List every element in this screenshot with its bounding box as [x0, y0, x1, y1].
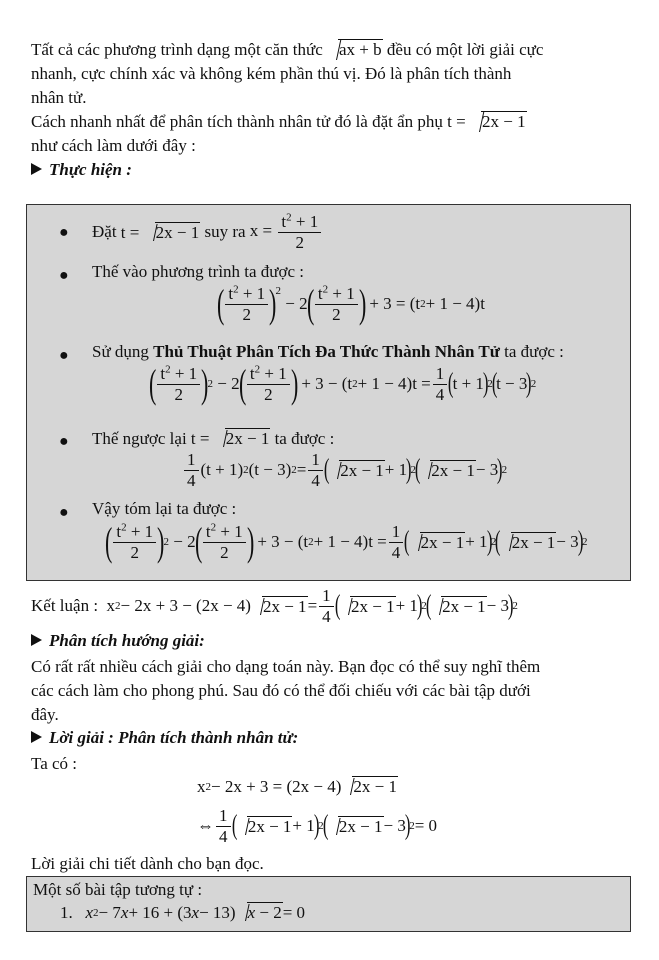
step-5: Vậy tóm lại ta được : — [92, 499, 237, 518]
step-2: Thế vào phương trình ta được : — [92, 262, 305, 281]
intro-line-3: nhân tử. — [31, 88, 87, 107]
bullet-icon: ● — [59, 267, 69, 284]
heading-loi-giai: Lời giải : Phân tích thành nhân tử: — [31, 728, 298, 748]
equation-substitution: ( $\frac{t^2 + 1}{2}$ ) 2 − 2 ( $\frac{t^2 + 1}{2}$ ) + 3 = (t 2 + 1 − 4)t — [216, 281, 485, 327]
equation-given: x 2 − 2x + 3 = (2x − 4) 2x − 1 — [197, 776, 398, 796]
triangle-bullet-icon — [31, 163, 42, 175]
heading-thuc-hien: Thực hiện : — [31, 160, 132, 180]
step-3: Sử dụng Thủ Thuật Phân Tích Đa Thức Thành Nhân Tử ta được : — [92, 342, 564, 361]
analysis-line-1: Có rất rất nhiều cách giải cho dạng toán này. Bạn đọc có thể suy nghĩ thêm — [31, 657, 541, 676]
analysis-line-3: đây. — [31, 705, 59, 724]
ta-co: Ta có : — [31, 754, 78, 773]
intro-line-1: Tất cả các phương trình dạng một căn thức ax + b đều có một lời giải cực — [31, 38, 631, 62]
bullet-icon: ● — [59, 224, 69, 241]
step-1: Đặt t = 2x − 1 suy ra x = $\frac{t^2 + 1}{2}$ — [92, 212, 323, 252]
exercises-title: Một số bài tập tương tự : — [33, 880, 203, 899]
analysis-line-2: các cách làm cho phong phú. Sau đó có thể đối chiếu với các bài tập dưới — [31, 681, 531, 700]
equation-equivalent: ⇔ $\frac{1}{4}$ ( 2x − 1 + 1 ) 2 ( 2x − 1 − 3 ) 2 = 0 — [197, 806, 438, 846]
conclusion: Kết luận : x 2 − 2x + 3 − (2x − 4) 2x − 1 = $\frac{1}{4}$ ( 2x − 1 + 1 ) 2 ( 2x − 1 − 3 ) 2 — [31, 586, 518, 626]
radical-ax-b: ax + b — [327, 38, 383, 62]
equation-summary: ( $\frac{t^2 + 1}{2}$ ) 2 − 2 ( $\frac{t^2 + 1}{2}$ ) + 3 − (t 2 + 1 − 4)t = $\frac{1}{4}$ ( 2x − 1 + 1 ) 2 ( 2x − 1 − 3 ) 2 — [104, 519, 588, 565]
bullet-icon: ● — [59, 433, 69, 450]
intro-line-5: như cách làm dưới đây : — [31, 136, 196, 155]
detail-note: Lời giải chi tiết dành cho bạn đọc. — [31, 854, 264, 873]
equation-back-substitution: $\frac{1}{4}$ (t + 1) 2 (t − 3) 2 = $\frac{1}{4}$ ( 2x − 1 + 1 ) 2 ( 2x − 1 − 3 ) 2 — [182, 450, 507, 490]
triangle-bullet-icon — [31, 634, 42, 646]
triangle-bullet-icon — [31, 731, 42, 743]
heading-phan-tich: Phân tích hướng giải: — [31, 631, 205, 651]
intro-line-4: Cách nhanh nhất để phân tích thành nhân tử đó là đặt ẩn phụ t = 2x − 1 — [31, 110, 631, 134]
bullet-icon: ● — [59, 504, 69, 521]
equation-factorization: ( $\frac{t^2 + 1}{2}$ ) 2 − 2 ( $\frac{t^2 + 1}{2}$ ) + 3 − (t 2 + 1 − 4)t = $\frac{1}{4}$ ( t + 1 ) 2 ( t − 3 ) 2 — [148, 361, 537, 407]
intro-line-2: nhanh, cực chính xác và không kém phần thú vị. Đó là phân tích thành — [31, 64, 512, 83]
bullet-icon: ● — [59, 347, 69, 364]
step-4: Thế ngược lại t = 2x − 1 ta được : — [92, 428, 335, 448]
exercise-item-1: 1. x 2 − 7 x + 16 + (3 x − 13) x − 2 = 0 — [60, 902, 306, 922]
